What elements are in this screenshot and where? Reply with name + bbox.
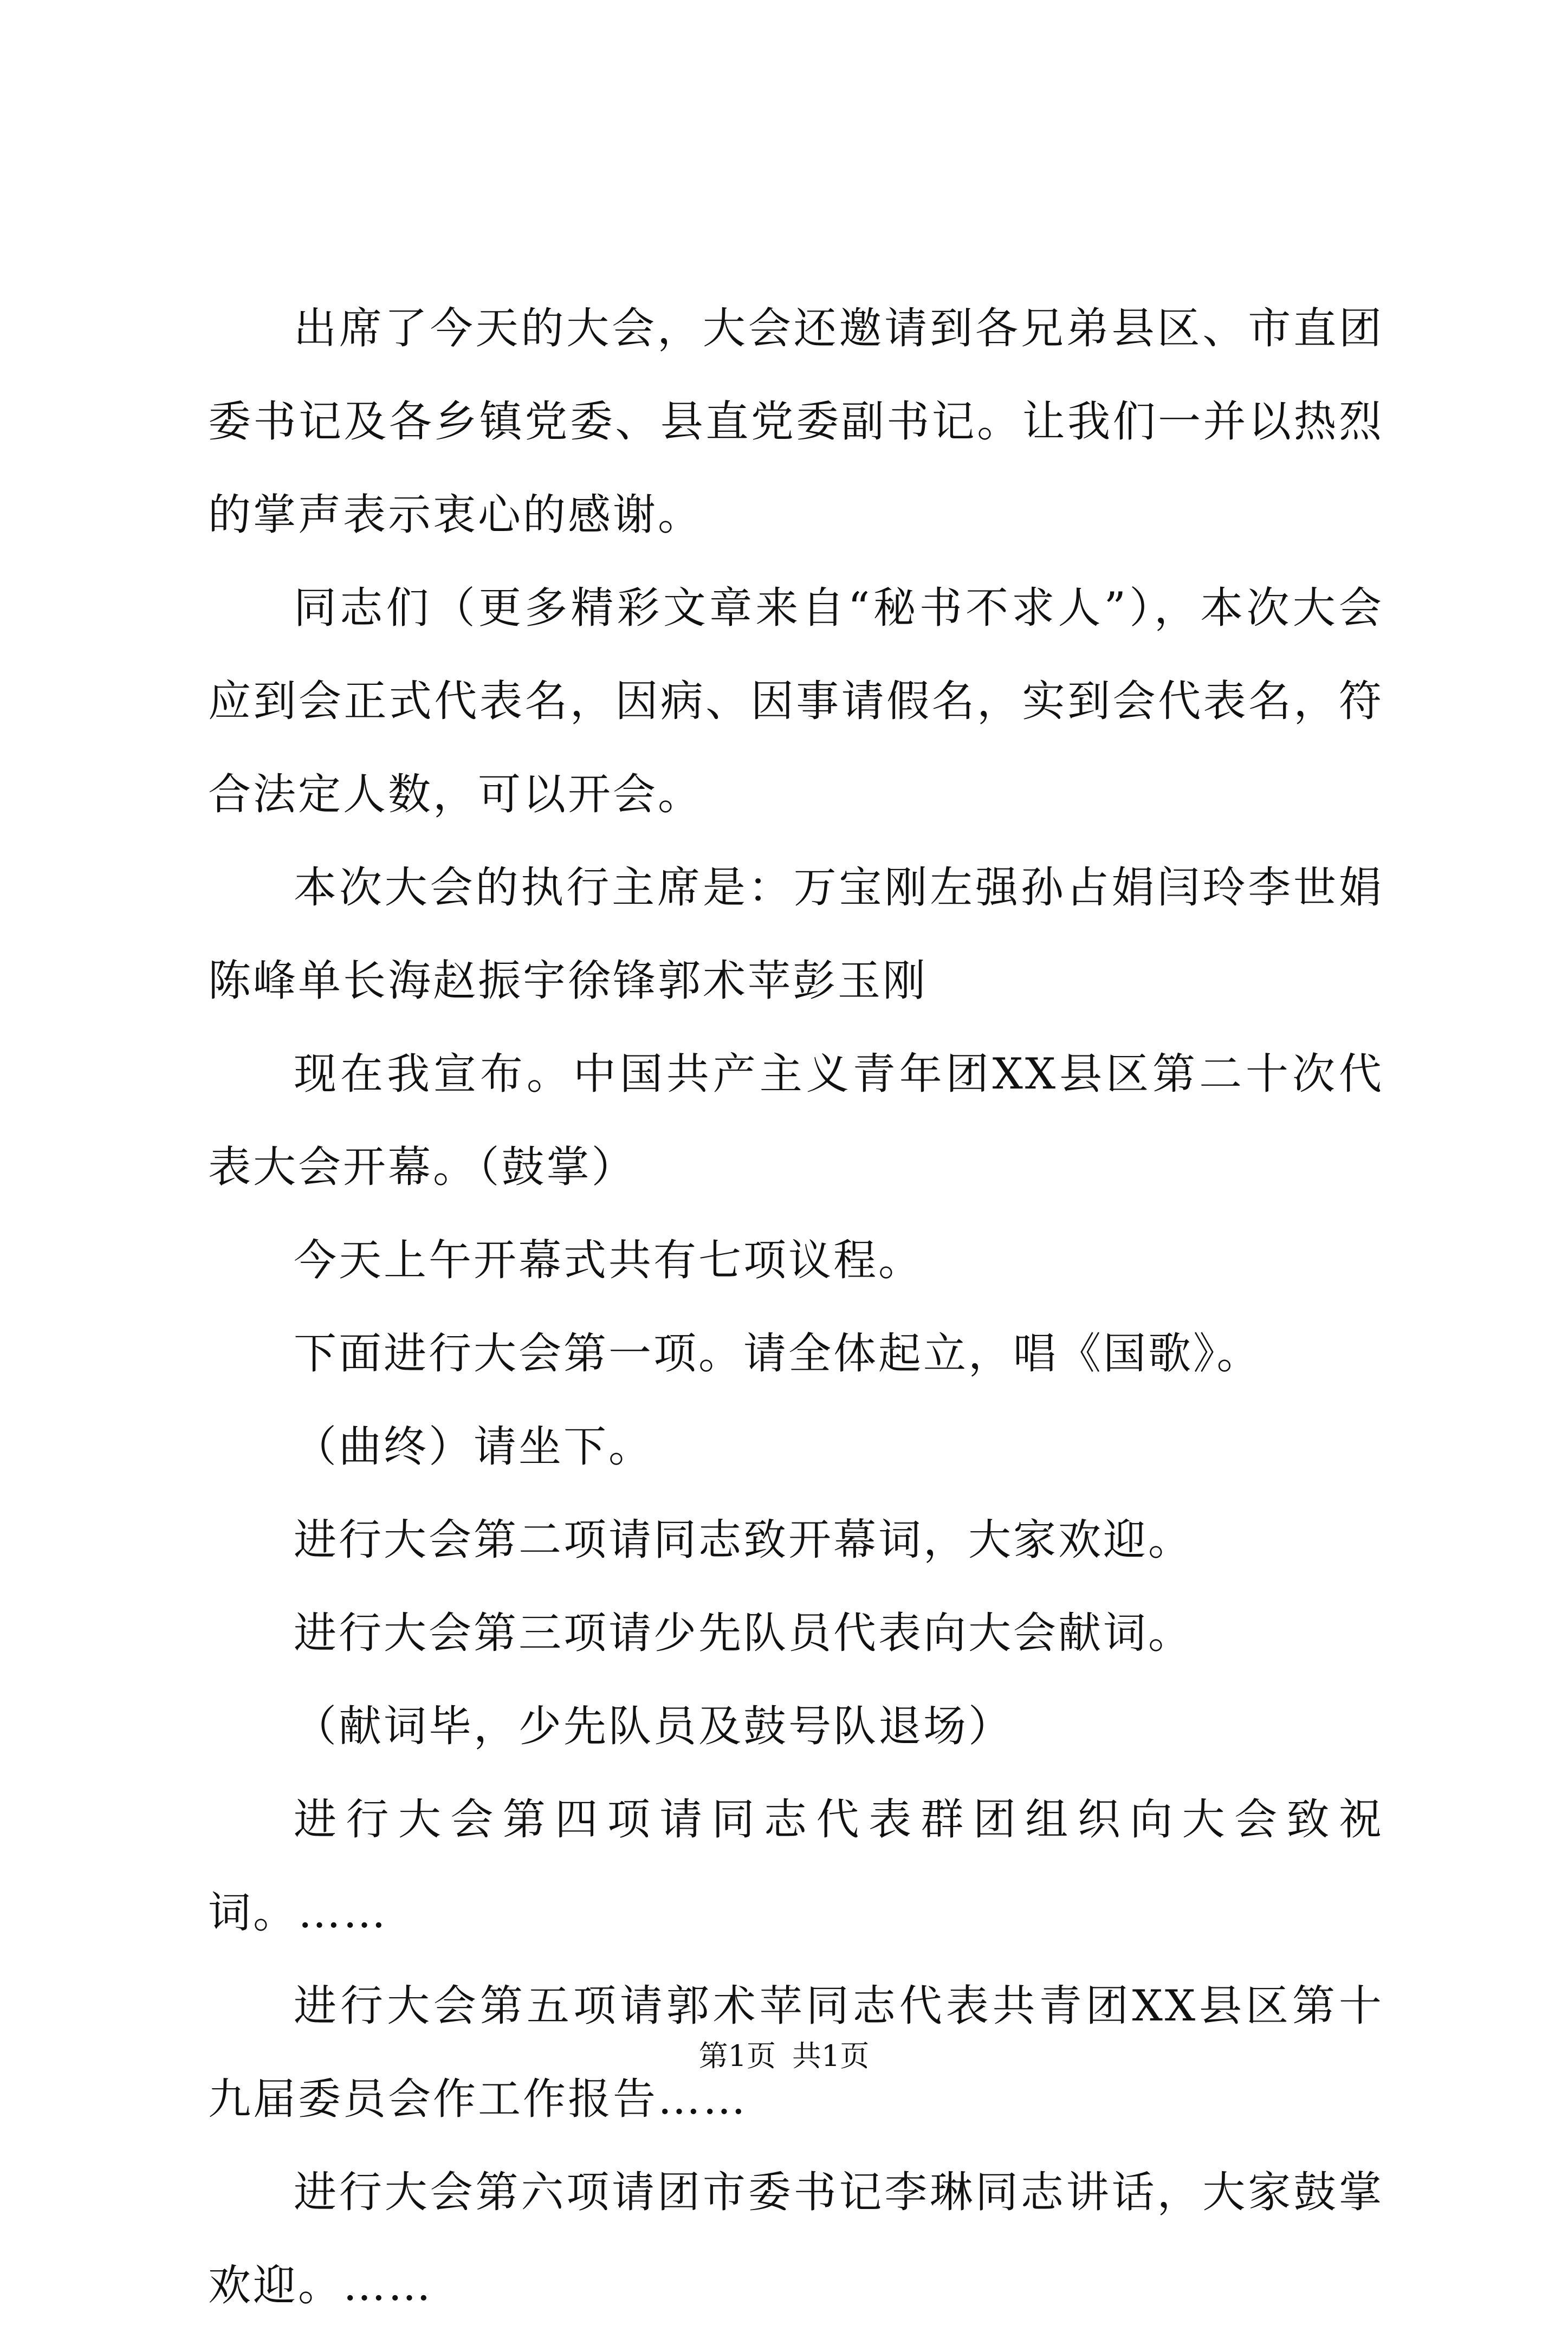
page-footer — [0, 2035, 1568, 2078]
paragraph: （献词毕，少先队员及鼓号队退场） — [294, 1701, 1013, 1751]
paragraph: 出席了今天的大会，大会还邀请到各兄弟县区、市直团委书记及各乡镇党委、县直党委副书记。让我们一并以热烈的掌声表示衷心的感谢。 — [208, 303, 1384, 540]
paragraph: 下面进行大会第一项。请全体起立，唱《国歌》。 — [294, 1329, 1262, 1378]
paragraph: 本次大会的执行主席是：万宝刚左强孙占娟闫玲李世娟陈峰单长海赵振宇徐锋郭术苹彭玉刚 — [208, 863, 1384, 1006]
paragraph: （曲终）请坐下。 — [294, 1422, 653, 1472]
paragraph: 进行大会第二项请同志致开幕词，大家欢迎。 — [294, 1515, 1193, 1565]
paragraph: 进行大会第五项请郭术苹同志代表共青团XX县区第十九届委员会作工作报告…… — [208, 1981, 1384, 2124]
paragraph: 今天上午开幕式共有七项议程。 — [294, 1235, 923, 1285]
paragraph: 现在我宣布。中国共产主义青年团XX县区第二十次代表大会开幕。（鼓掌） — [208, 1049, 1384, 1192]
page-number-total: 共1页 — [792, 2039, 870, 2073]
paragraph: 进行大会第四项请同志代表群团组织向大会致祝词。…… — [208, 1795, 1384, 1938]
page-number-current: 第1页 — [698, 2039, 776, 2073]
paragraph: 同志们（更多精彩文章来自“秘书不求人”），本次大会应到会正式代表名，因病、因事请假名，实到会代表名，符合法定人数，可以开会。 — [208, 583, 1384, 819]
paragraph: 进行大会第三项请少先队员代表向大会献词。 — [294, 1608, 1193, 1658]
paragraph: 进行大会第六项请团市委书记李琳同志讲话，大家鼓掌欢迎。…… — [208, 2167, 1384, 2310]
document-body — [208, 282, 1384, 2332]
